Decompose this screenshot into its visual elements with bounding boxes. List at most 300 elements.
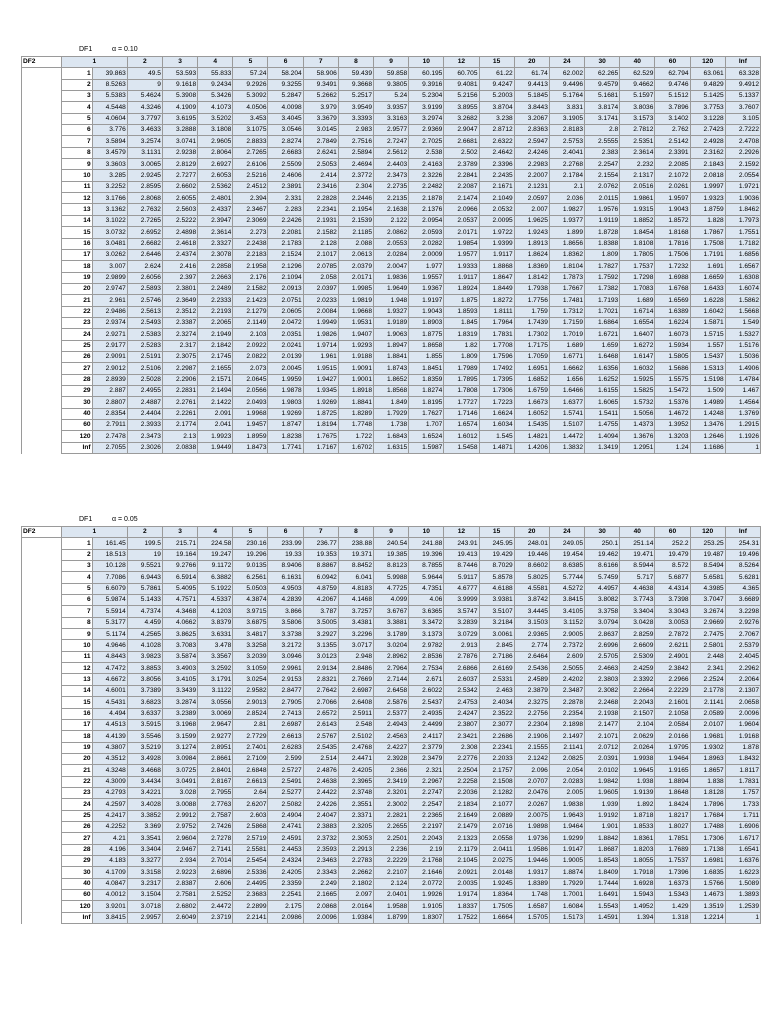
critical-value-cell: 2.9577: [374, 125, 409, 136]
critical-value-cell: 4.5272: [549, 583, 584, 594]
critical-value-cell: 2.4741: [268, 821, 303, 832]
critical-value-cell: 1.9736: [514, 833, 549, 844]
critical-value-cell: 7.7086: [92, 572, 127, 583]
critical-value-cell: 1.3832: [549, 442, 584, 453]
critical-value-cell: 4.5448: [92, 102, 127, 113]
critical-value-cell: 2.2966: [655, 674, 690, 685]
critical-value-cell: 2.6996: [585, 640, 620, 651]
critical-value-cell: 3.2888: [162, 125, 197, 136]
critical-value-cell: 1.5198: [690, 374, 725, 385]
critical-value-cell: 1.738: [374, 420, 409, 431]
critical-value-cell: 1.5411: [585, 408, 620, 419]
df2-spacer-cell: [22, 708, 62, 719]
critical-value-cell: 63.328: [725, 68, 760, 79]
critical-value-cell: 2.1834: [444, 799, 479, 810]
critical-value-cell: 2.3392: [620, 674, 655, 685]
critical-value-cell: 1.7918: [620, 867, 655, 878]
critical-value-cell: 1.5705: [514, 912, 549, 923]
critical-value-cell: 2.2482: [409, 181, 444, 192]
critical-value-cell: 2.948: [338, 651, 373, 662]
critical-value-cell: 1.8657: [690, 765, 725, 776]
critical-value-cell: 4.3468: [162, 606, 197, 617]
critical-value-cell: 2.1843: [690, 159, 725, 170]
critical-value-cell: 19.247: [198, 549, 233, 560]
critical-value-cell: 1.8963: [690, 753, 725, 764]
table-row: [22, 408, 761, 419]
critical-value-cell: 1.6574: [444, 420, 479, 431]
critical-value-cell: 1.748: [514, 890, 549, 901]
df2-spacer-cell: [22, 674, 62, 685]
critical-value-cell: 19.471: [620, 549, 655, 560]
critical-value-cell: 1.9139: [620, 787, 655, 798]
critical-value-cell: 3.8415: [92, 912, 127, 923]
critical-value-cell: 5.3426: [198, 91, 233, 102]
critical-value-cell: 2.8536: [409, 651, 444, 662]
df1-column-header: 6: [268, 57, 303, 68]
critical-value-cell: 238.88: [338, 538, 373, 549]
critical-value-cell: 1.7019: [549, 329, 584, 340]
critical-value-cell: 2.9752: [162, 821, 197, 832]
critical-value-cell: 2.2438: [233, 238, 268, 249]
critical-value-cell: 2.5555: [585, 136, 620, 147]
critical-value-cell: 2.6927: [198, 159, 233, 170]
critical-value-cell: 1.6012: [444, 431, 479, 442]
critical-value-cell: 2.2821: [374, 810, 409, 821]
critical-value-cell: 2.1671: [479, 181, 514, 192]
critical-value-cell: 1.757: [725, 787, 760, 798]
critical-value-cell: 2.2983: [514, 159, 549, 170]
critical-value-cell: 1.6252: [585, 374, 620, 385]
critical-value-cell: 3.1131: [127, 147, 162, 158]
critical-value-cell: 2.3883: [303, 821, 338, 832]
df1-label: DF1: [79, 46, 93, 53]
critical-value-cell: 3.0725: [162, 765, 197, 776]
critical-value-cell: 3.0984: [162, 753, 197, 764]
critical-value-cell: 2.8712: [479, 125, 514, 136]
df2-spacer-cell: [22, 238, 62, 249]
critical-value-cell: 3.4028: [127, 799, 162, 810]
critical-value-cell: 1.901: [585, 821, 620, 832]
critical-value-cell: 2.0822: [233, 351, 268, 362]
table-row: [22, 317, 761, 328]
critical-value-cell: 2.0009: [409, 249, 444, 260]
critical-value-cell: 4.8759: [303, 583, 338, 594]
critical-value-cell: 1.7506: [655, 249, 690, 260]
critical-value-cell: 2.9277: [198, 731, 233, 742]
critical-value-cell: 2.0241: [268, 340, 303, 351]
critical-value-cell: 2.6037: [444, 674, 479, 685]
critical-value-cell: 1.9269: [268, 408, 303, 419]
df2-row-label: 7: [61, 606, 92, 617]
critical-value-cell: 1.878: [725, 742, 760, 753]
critical-value-cell: 3.2874: [162, 697, 197, 708]
critical-value-cell: 2.5191: [127, 351, 162, 362]
critical-value-cell: 2.096: [514, 765, 549, 776]
critical-value-cell: 1.8238: [268, 431, 303, 442]
critical-value-cell: 1.9597: [655, 193, 690, 204]
critical-value-cell: 1.9293: [338, 340, 373, 351]
critical-value-cell: 1.6356: [585, 363, 620, 374]
critical-value-cell: 1.5176: [725, 340, 760, 351]
critical-value-cell: 2.5383: [127, 329, 162, 340]
critical-value-cell: 6.041: [338, 572, 373, 583]
critical-value-cell: 250.1: [585, 538, 620, 549]
df2-row-label: 23: [61, 317, 92, 328]
critical-value-cell: 3.6331: [198, 629, 233, 640]
critical-value-cell: 2.1949: [198, 329, 233, 340]
table-row: [22, 363, 761, 374]
critical-value-cell: 2.0171: [444, 227, 479, 238]
critical-value-cell: 6.0942: [303, 572, 338, 583]
df2-spacer-cell: [22, 821, 62, 832]
df2-row-label: Inf: [61, 442, 92, 453]
critical-value-cell: 1.9063: [374, 329, 409, 340]
critical-value-cell: 1.5871: [690, 317, 725, 328]
f-distribution-table: [21, 526, 761, 924]
critical-value-cell: 1.659: [585, 340, 620, 351]
critical-value-cell: 1.8947: [374, 340, 409, 351]
critical-value-cell: 248.01: [514, 538, 549, 549]
df2-label: DF2: [22, 57, 62, 68]
critical-value-cell: 1.7727: [444, 397, 479, 408]
critical-value-cell: 2.0267: [514, 799, 549, 810]
df1-column-header: 9: [374, 57, 409, 68]
critical-value-cell: 2.463: [479, 685, 514, 696]
critical-value-cell: 2.4887: [127, 397, 162, 408]
critical-value-cell: 2.4247: [444, 708, 479, 719]
critical-value-cell: 3.6365: [409, 606, 444, 617]
critical-value-cell: 1.711: [725, 810, 760, 821]
critical-value-cell: 2.6464: [514, 651, 549, 662]
critical-value-cell: 2.3343: [303, 867, 338, 878]
critical-value-cell: 2.8524: [233, 708, 268, 719]
critical-value-cell: 1.3419: [585, 442, 620, 453]
critical-value-cell: 1.7851: [655, 833, 690, 844]
df2-row-label: 18: [61, 731, 92, 742]
df1-column-header: 7: [303, 527, 338, 538]
critical-value-cell: 2.3842: [655, 663, 690, 674]
critical-value-cell: 5.5914: [92, 606, 127, 617]
critical-value-cell: 2.3002: [374, 799, 409, 810]
df2-row-label: 27: [61, 363, 92, 374]
critical-value-cell: 2.4202: [549, 674, 584, 685]
df2-row-label: 15: [61, 697, 92, 708]
critical-value-cell: 1.7596: [479, 351, 514, 362]
critical-value-cell: 2.7247: [374, 136, 409, 147]
critical-value-cell: 4.2793: [92, 787, 127, 798]
table-row: [22, 227, 761, 238]
critical-value-cell: 2.6056: [127, 272, 162, 283]
critical-value-cell: 5.6581: [690, 572, 725, 583]
critical-value-cell: 2.8: [585, 125, 620, 136]
critical-value-cell: 1.6315: [374, 442, 409, 453]
df2-spacer-cell: [22, 787, 62, 798]
critical-value-cell: 1.7989: [444, 363, 479, 374]
critical-value-cell: 2.3512: [162, 306, 197, 317]
critical-value-cell: 2.4472: [198, 901, 233, 912]
critical-value-cell: 2.0233: [303, 295, 338, 306]
critical-value-cell: 2.6053: [198, 170, 233, 181]
critical-value-cell: 1.5089: [725, 878, 760, 889]
critical-value-cell: 2.2858: [198, 261, 233, 272]
table-row: [22, 855, 761, 866]
critical-value-cell: 4.7374: [127, 606, 162, 617]
critical-value-cell: 1.9531: [338, 317, 373, 328]
critical-value-cell: 3.787: [303, 606, 338, 617]
critical-value-cell: 1.8852: [620, 215, 655, 226]
critical-value-cell: 2.8962: [374, 651, 409, 662]
critical-value-cell: 2.2435: [479, 170, 514, 181]
df2-spacer-cell: [22, 397, 62, 408]
critical-value-cell: 2.6408: [338, 697, 373, 708]
critical-value-cell: 3.7797: [127, 113, 162, 124]
critical-value-cell: 2.9365: [514, 629, 549, 640]
critical-value-cell: 2.961: [92, 295, 127, 306]
critical-value-cell: 2.3803: [585, 674, 620, 685]
critical-value-cell: 2.2036: [444, 787, 479, 798]
critical-value-cell: 1.7138: [690, 844, 725, 855]
critical-value-cell: 3.0145: [303, 125, 338, 136]
critical-value-cell: 2.1477: [585, 719, 620, 730]
table-row: [22, 583, 761, 594]
critical-value-cell: 1.82: [444, 340, 479, 351]
critical-value-cell: 2.7066: [303, 697, 338, 708]
critical-value-cell: 3.8443: [514, 102, 549, 113]
table-row: [22, 538, 761, 549]
critical-value-cell: 1.9803: [268, 397, 303, 408]
critical-value-cell: 2.2967: [409, 776, 444, 787]
critical-value-cell: 1.6759: [514, 385, 549, 396]
df2-spacer-cell: [22, 685, 62, 696]
critical-value-cell: 19.446: [514, 549, 549, 560]
critical-value-cell: 3.2592: [198, 663, 233, 674]
table-row: [22, 215, 761, 226]
table-row: [22, 374, 761, 385]
critical-value-cell: 1.6928: [620, 878, 655, 889]
critical-value-cell: 2.2899: [233, 901, 268, 912]
critical-value-cell: 62.265: [585, 68, 620, 79]
critical-value-cell: 1.8894: [655, 776, 690, 787]
critical-value-cell: 2.273: [233, 227, 268, 238]
critical-value-cell: 2.4041: [549, 147, 584, 158]
critical-value-cell: 2.7144: [374, 674, 409, 685]
critical-value-cell: 2.6207: [233, 799, 268, 810]
critical-value-cell: 2.0264: [620, 742, 655, 753]
critical-value-cell: 2.3801: [162, 283, 197, 294]
critical-value-cell: 1.8543: [585, 855, 620, 866]
critical-value-cell: 62.794: [655, 68, 690, 79]
critical-value-cell: 5.2847: [268, 91, 303, 102]
critical-value-cell: 4.3246: [127, 102, 162, 113]
critical-value-cell: 58.204: [268, 68, 303, 79]
critical-value-cell: 2.3078: [198, 249, 233, 260]
critical-value-cell: 1.8747: [268, 420, 303, 431]
critical-value-cell: 1.6389: [655, 306, 690, 317]
critical-value-cell: 2.1094: [268, 272, 303, 283]
critical-value-cell: 3.8625: [162, 629, 197, 640]
critical-value-cell: 2.9047: [444, 125, 479, 136]
critical-value-cell: 4.3248: [92, 765, 127, 776]
critical-value-cell: 2.5379: [725, 640, 760, 651]
critical-value-cell: 1.6569: [655, 295, 690, 306]
critical-value-cell: 2.2663: [198, 272, 233, 283]
critical-value-cell: 1.9643: [549, 810, 584, 821]
critical-value-cell: 1.5458: [444, 442, 479, 453]
critical-value-cell: 1.6988: [655, 272, 690, 283]
critical-value-cell: 2.3479: [409, 753, 444, 764]
critical-value-cell: 9.4662: [620, 79, 655, 90]
critical-value-cell: 2.4638: [303, 776, 338, 787]
critical-value-cell: 2.0035: [444, 878, 479, 889]
critical-value-cell: 1.9245: [479, 878, 514, 889]
critical-value-cell: 6.6079: [92, 583, 127, 594]
critical-value-cell: 2.8068: [127, 193, 162, 204]
critical-value-cell: 2.6022: [409, 685, 444, 696]
critical-value-cell: 3.1741: [585, 113, 620, 124]
critical-value-cell: 1.4206: [514, 442, 549, 453]
critical-value-cell: 3.4668: [127, 765, 162, 776]
critical-value-cell: 1.7748: [338, 420, 373, 431]
critical-value-cell: 1.9189: [374, 317, 409, 328]
critical-value-cell: 2.2354: [549, 708, 584, 719]
critical-value-cell: 2.5055: [549, 663, 584, 674]
critical-value-cell: 2.2197: [409, 821, 444, 832]
critical-value-cell: 2.414: [303, 170, 338, 181]
critical-value-cell: 2.4708: [725, 136, 760, 147]
df2-spacer-cell: [22, 340, 62, 351]
df2-spacer-cell: [22, 799, 62, 810]
critical-value-cell: 3.453: [233, 113, 268, 124]
critical-value-cell: 2.6683: [268, 147, 303, 158]
critical-value-cell: 2.0554: [725, 170, 760, 181]
critical-value-cell: 2.2541: [268, 890, 303, 901]
critical-value-cell: 2.3205: [338, 821, 373, 832]
critical-value-cell: 2.3891: [268, 181, 303, 192]
critical-value-cell: 8.6602: [514, 561, 549, 572]
critical-value-cell: 3.4381: [338, 617, 373, 628]
critical-value-cell: 2.2987: [162, 363, 197, 374]
critical-value-cell: 2.2365: [409, 810, 444, 821]
critical-value-cell: 1.4755: [585, 420, 620, 431]
f-distribution-table: [21, 56, 761, 454]
critical-value-cell: 4.099: [374, 595, 409, 606]
df2-spacer-cell: [22, 283, 62, 294]
table-row: [22, 890, 761, 901]
critical-value-cell: 2.3719: [198, 912, 233, 923]
critical-value-cell: 4.3807: [92, 742, 127, 753]
df2-row-label: 18: [61, 261, 92, 272]
critical-value-cell: 5.7459: [585, 572, 620, 583]
critical-value-cell: 5.9117: [444, 572, 479, 583]
df2-row-label: 27: [61, 833, 92, 844]
critical-value-cell: 3.2389: [162, 708, 197, 719]
critical-value-cell: 19.296: [233, 549, 268, 560]
critical-value-cell: 1.6659: [690, 272, 725, 283]
critical-value-cell: 3.1968: [162, 719, 197, 730]
table-row: [22, 572, 761, 583]
critical-value-cell: 3.4434: [127, 776, 162, 787]
critical-value-cell: 1.8918: [338, 385, 373, 396]
critical-value-cell: 1.8874: [549, 867, 584, 878]
critical-value-cell: 2.7729: [233, 731, 268, 742]
critical-value-cell: 240.54: [374, 538, 409, 549]
critical-value-cell: 2.1539: [338, 215, 373, 226]
critical-value-cell: 2.4901: [655, 651, 690, 662]
critical-value-cell: 2.0532: [479, 204, 514, 215]
table-row: [22, 640, 761, 651]
df2-row-label: 6: [61, 595, 92, 606]
critical-value-cell: 2.4374: [162, 249, 197, 260]
critical-value-cell: 19.479: [655, 549, 690, 560]
df2-spacer-cell: [22, 833, 62, 844]
critical-value-cell: 2.5331: [479, 674, 514, 685]
critical-value-cell: 1.7191: [690, 249, 725, 260]
critical-value-cell: 2.7534: [409, 663, 444, 674]
critical-value-cell: 2.1784: [549, 170, 584, 181]
critical-value-cell: 1.7537: [620, 261, 655, 272]
critical-value-cell: 3.0732: [92, 227, 127, 238]
critical-value-cell: 2.8807: [92, 397, 127, 408]
critical-value-cell: 1.9588: [374, 901, 409, 912]
critical-value-cell: 233.99: [268, 538, 303, 549]
critical-value-cell: 2.9223: [162, 867, 197, 878]
critical-value-cell: 2.9276: [725, 617, 760, 628]
critical-value-cell: 1.948: [374, 295, 409, 306]
critical-value-cell: 2.4047: [303, 810, 338, 821]
critical-value-cell: 2.128: [303, 238, 338, 249]
critical-value-cell: 3.3852: [127, 810, 162, 821]
critical-value-cell: 2.9647: [198, 719, 233, 730]
critical-value-cell: 2.3649: [162, 295, 197, 306]
critical-value-cell: 3.0069: [198, 708, 233, 719]
critical-value-cell: 1.7831: [479, 329, 514, 340]
critical-value-cell: 2.1774: [162, 420, 197, 431]
critical-value-cell: 1.5056: [620, 408, 655, 419]
critical-value-cell: 2.1878: [409, 193, 444, 204]
critical-value-cell: 2.3069: [233, 215, 268, 226]
critical-value-cell: 1.6524: [409, 431, 444, 442]
critical-value-cell: 1.6373: [655, 878, 690, 889]
critical-value-cell: 2.1049: [479, 193, 514, 204]
critical-value-cell: 5.3092: [233, 91, 268, 102]
critical-value-cell: 2.5801: [690, 640, 725, 651]
critical-value-cell: 2.8486: [338, 663, 373, 674]
critical-value-cell: 2.054: [549, 765, 584, 776]
critical-value-cell: 2.0593: [409, 227, 444, 238]
critical-value-cell: 2.8951: [198, 742, 233, 753]
critical-value-cell: 2.502: [444, 147, 479, 158]
critical-value-cell: 161.45: [92, 538, 127, 549]
critical-value-cell: 1.9302: [690, 742, 725, 753]
critical-value-cell: 1.6662: [549, 363, 584, 374]
critical-value-cell: 2.2087: [444, 181, 479, 192]
critical-value-cell: 4.2839: [268, 595, 303, 606]
critical-value-cell: 1.9036: [725, 193, 760, 204]
critical-value-cell: 2.7222: [725, 125, 760, 136]
critical-value-cell: 2.073: [233, 363, 268, 374]
critical-value-cell: 4.06: [409, 595, 444, 606]
critical-value-cell: 2.175: [268, 901, 303, 912]
f-table-alpha-005: [21, 515, 761, 924]
critical-value-cell: 1.3769: [725, 408, 760, 419]
critical-value-cell: 1.9449: [198, 442, 233, 453]
critical-value-cell: 1.9586: [514, 844, 549, 855]
critical-value-cell: 2.3947: [198, 215, 233, 226]
critical-value-cell: 2.4589: [514, 674, 549, 685]
critical-value-cell: 3.1122: [198, 685, 233, 696]
critical-value-cell: 2.1323: [444, 833, 479, 844]
critical-value-cell: 2.9134: [303, 663, 338, 674]
